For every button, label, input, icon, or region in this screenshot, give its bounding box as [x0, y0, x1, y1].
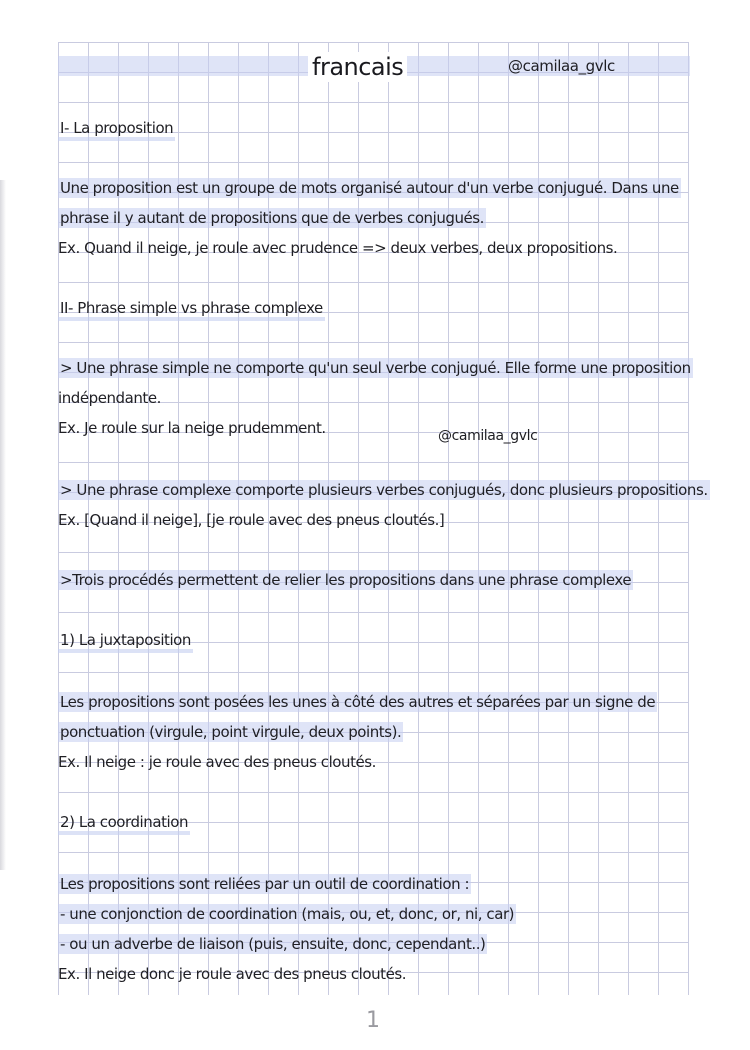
paragraph-line	[58, 934, 487, 954]
juxtaposition-line-1: Les propositions sont posées les unes à côté des autres et séparées par un signe de	[60, 693, 656, 711]
paragraph-line	[58, 208, 486, 228]
author-handle: @camilaa_gvlc	[508, 57, 615, 75]
paragraph-line	[58, 570, 633, 590]
coordination-line-3: - ou un adverbe de liaison (puis, ensuite, donc, cependant..)	[60, 935, 486, 953]
paragraph-line	[58, 904, 516, 924]
author-handle-watermark: @camilaa_gvlc	[438, 428, 538, 444]
juxtaposition-heading	[58, 630, 193, 650]
paragraph-line	[58, 178, 681, 198]
section-1-heading	[58, 118, 175, 138]
coordination-heading	[58, 812, 190, 832]
section-1-example: Ex. Quand il neige, je roule avec prudence => deux verbes, deux propositions.	[58, 239, 618, 257]
juxtaposition-example: Ex. Il neige : je roule avec des pneus cloutés.	[58, 753, 376, 771]
section-1-heading-text: I- La proposition	[58, 119, 175, 141]
linking-procedures-line: >Trois procédés permettent de relier les propositions dans une phrase complexe	[60, 571, 632, 589]
section-2-heading	[58, 298, 325, 318]
section-1-definition-line-1: Une proposition est un groupe de mots organisé autour d'un verbe conjugué. Dans une	[60, 179, 679, 197]
coordination-heading-text: 2) La coordination	[58, 813, 190, 835]
coordination-line-1: Les propositions sont reliées par un outil de coordination :	[60, 875, 470, 893]
coordination-example: Ex. Il neige donc je roule avec des pneus cloutés.	[58, 965, 407, 983]
paragraph-line	[58, 722, 403, 742]
simple-sentence-example: Ex. Je roule sur la neige prudemment.	[58, 419, 326, 437]
complex-sentence-example: Ex. [Quand il neige], [je roule avec des pneus cloutés.]	[58, 511, 445, 529]
simple-sentence-line-1: > Une phrase simple ne comporte qu'un seul verbe conjugué. Elle forme une proposition	[60, 359, 691, 377]
coordination-line-2: - une conjonction de coordination (mais, ou, et, donc, or, ni, car)	[60, 905, 515, 923]
page-edge-shadow	[0, 180, 6, 870]
page-number: 1	[366, 1008, 380, 1033]
simple-sentence-line-2: indépendante.	[58, 389, 161, 407]
page-title: francais	[308, 52, 407, 82]
paragraph-line	[58, 358, 693, 378]
complex-sentence-line-1: > Une phrase complexe comporte plusieurs verbes conjugués, donc plusieurs propositions.	[60, 481, 708, 499]
paragraph-line	[58, 692, 657, 712]
paragraph-line	[58, 874, 471, 894]
juxtaposition-line-2: ponctuation (virgule, point virgule, deux points).	[60, 723, 402, 741]
section-2-heading-text: II- Phrase simple vs phrase complexe	[58, 299, 325, 321]
page-margin-right	[689, 0, 750, 1050]
paragraph-line	[58, 480, 710, 500]
page-margin-left	[0, 0, 58, 1050]
page-margin-top	[0, 0, 750, 42]
juxtaposition-heading-text: 1) La juxtaposition	[58, 631, 193, 653]
section-1-definition-line-2: phrase il y autant de propositions que de verbes conjugués.	[60, 209, 484, 227]
